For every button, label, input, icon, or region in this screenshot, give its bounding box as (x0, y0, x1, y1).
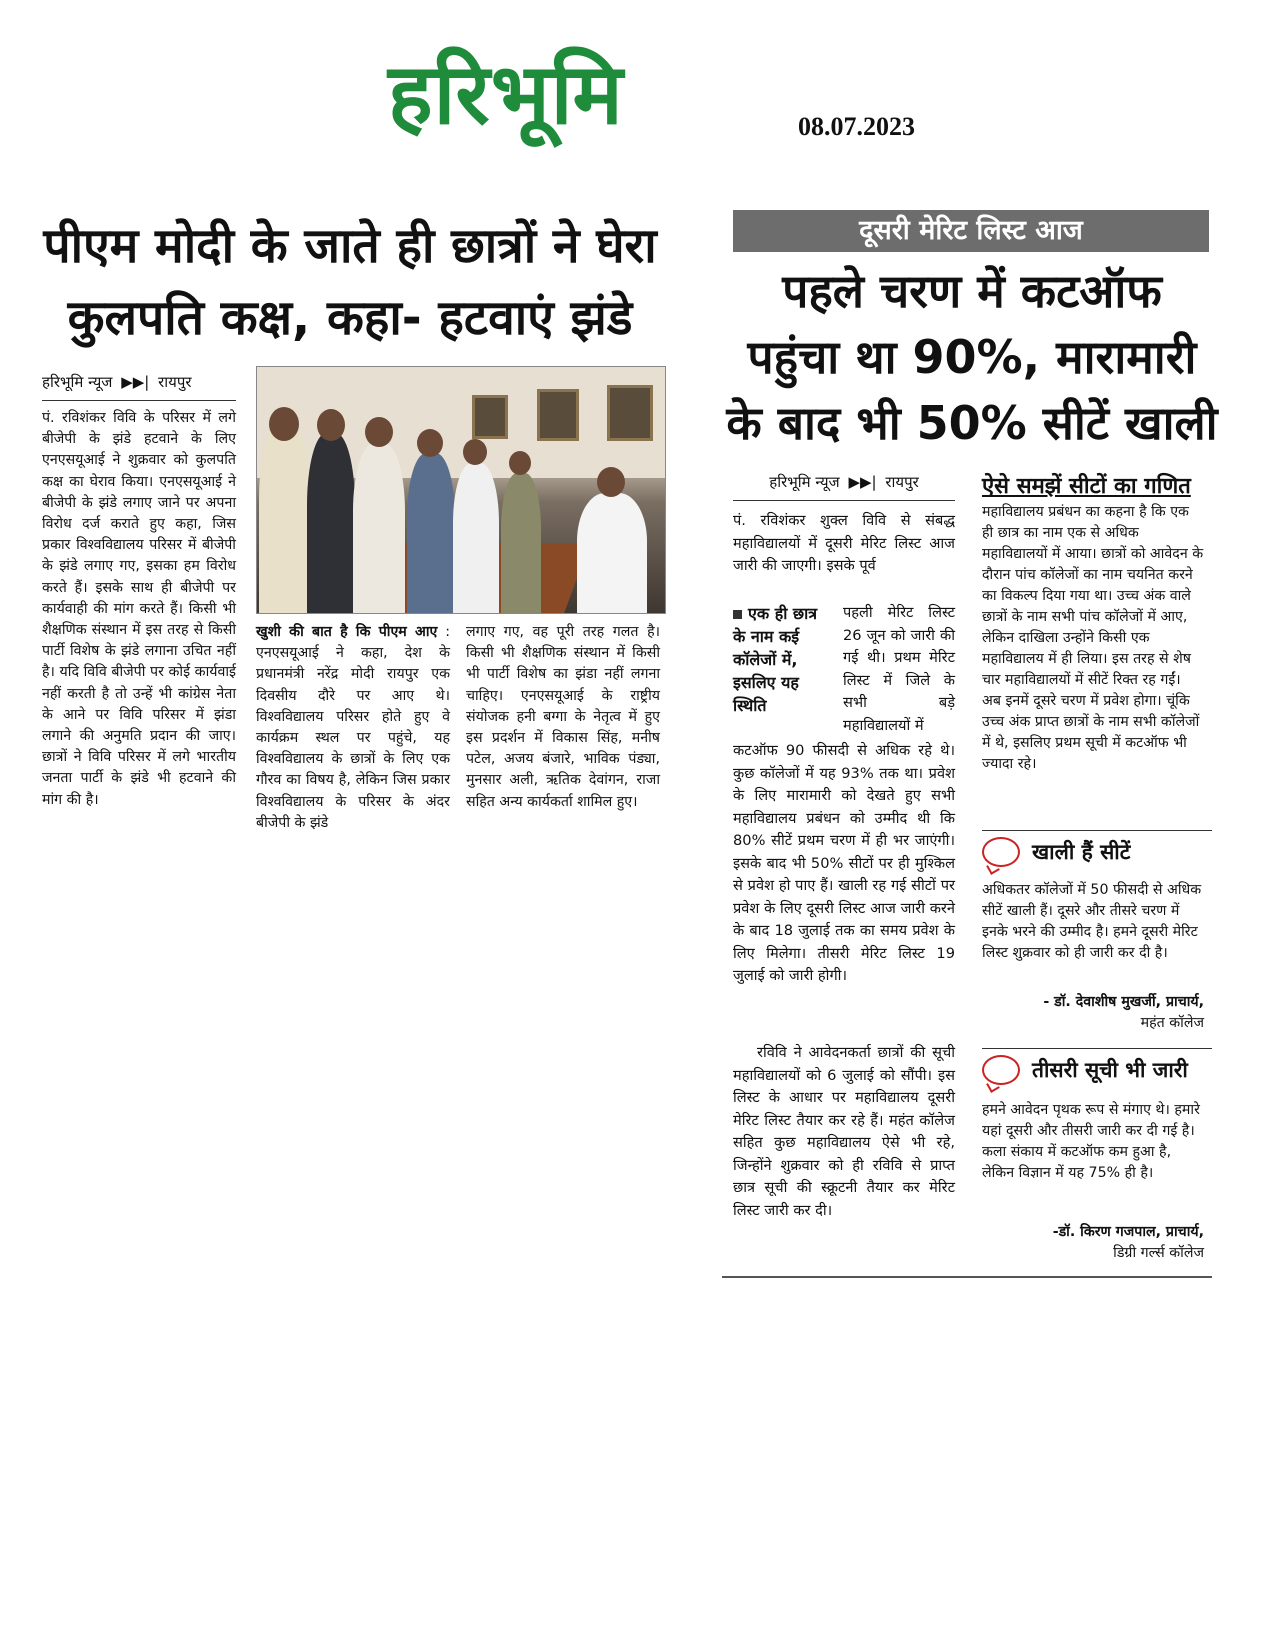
quote1-text: अधिकतर कॉलेजों में 50 फीसदी से अधिक सीटें खाली हैं। दूसरे और तीसरे चरण में इनके भरने की उम्मीद है। हमने दूसरी मेरिट लिस्ट शुक्रवार को ही जारी कर दी है। (982, 882, 1202, 961)
left-headline (40, 210, 660, 354)
col2-text: : एनएसयूआई ने कहा, देश के प्रधानमंत्री नरेंद्र मोदी रायपुर एक दिवसीय दौरे पर आए थे। विश्वविद्यालय परिसर होते हुए वे कार्यक्रम स्थल पर पहुंचे, यह विश्वविद्यालय के छात्रों के लिए एक गौरव का विषय है, लेकिन जिस प्रकार विश्वविद्यालय के परिसर के अंदर बीजेपी के झंडे (256, 624, 450, 831)
byline-source: हरिभूमि न्यूज (769, 473, 840, 491)
sidebar-title: ऐसे समझें सीटों का गणित (982, 474, 1191, 499)
newspaper-logo: हरिभूमि (388, 45, 624, 143)
quote1-title: खाली हैं सीटें (1032, 840, 1131, 864)
left-col3: लगाए गए, वह पूरी तरह गलत है। किसी भी शैक्षणिक संस्थान में किसी भी पार्टी विशेष का झंडा नहीं लगना चाहिए। एनएसयूआई के राष्ट्रीय संयोजक हनी बग्गा के नेतृत्व में हुए इस प्रदर्शन में विकास सिंह, मनीष पटेल, अजय बंजारे, भाविक पंड्या, मुनसार अली, ऋतिक देवांगन, राजा सहित अन्य कार्यकर्ता शामिल हुए। (466, 624, 660, 810)
left-byline (42, 372, 236, 401)
right-wrap-text: पहली मेरिट लिस्ट 26 जून को जारी की गई थी। प्रथम मेरिट लिस्ट में जिले के सभी बड़े महाविद्यालयों में (843, 604, 955, 734)
quote2-header (982, 1048, 1212, 1085)
right-headline-line2: पहुंचा था 90%, मारामारी (747, 330, 1197, 384)
quote2-text: हमने आवेदन पृथक रूप से मंगाए थे। हमारे यहां दूसरी और तीसरी जारी कर दी गई है। कला संकाय में कटऑफ कम हुआ है, लेकिन विज्ञान में यह 75% ही है। (982, 1102, 1200, 1181)
quote1-header (982, 830, 1212, 867)
left-headline-line2: कुलपति कक्ष, कहा- हटवाएं झंडे (67, 290, 633, 346)
quote2-attr-line1: -डॉ. किरण गजपाल, प्राचार्य, (1052, 1224, 1204, 1240)
quote2-attribution (982, 1222, 1204, 1264)
left-headline-line1: पीएम मोदी के जाते ही छात्रों ने घेरा (43, 218, 657, 274)
publication-date: 08.07.2023 (798, 112, 915, 141)
byline-arrow-icon: ▶▶| (848, 473, 877, 491)
quote1-attr-line2: महंत कॉलेज (1140, 1015, 1204, 1031)
right-body1: कटऑफ 90 फीसदी से अधिक रहे थे। कुछ कॉलेजों में यह 93% तक था। प्रवेश के लिए मारामारी को देखते हुए सभी महाविद्यालय प्रबंधन को उम्मीद थी कि 80% सीटें प्रथम चरण में ही भर जाएंगी। इसके बाद भी 50% सीटों पर ही मुश्किल से प्रवेश हो पाए हैं। खाली रह गई सीटों पर प्रवेश के लिए दूसरी लिस्ट आज जारी करने के बाद 18 जुलाई तक का समय प्रवेश के लिए मिलेगा। तीसरी मेरिट लिस्ट 19 जुलाई को जारी होगी। (733, 742, 955, 984)
right-kicker: दूसरी मेरिट लिस्ट आज (733, 210, 1209, 252)
bullet-square-icon (733, 610, 742, 619)
pullquote-text: एक ही छात्र के नाम कई कॉलेजों में, इसलिए यह स्थिति (733, 604, 818, 715)
speech-bubble-icon (982, 837, 1020, 867)
quote2-title: तीसरी सूची भी जारी (1032, 1058, 1188, 1082)
byline-place: रायपुर (885, 473, 919, 491)
left-col2 (256, 622, 450, 834)
byline-place: रायपुर (158, 373, 192, 391)
news-photo (256, 366, 666, 614)
sidebar-text: महाविद्यालय प्रबंधन का कहना है कि एक ही छात्र का नाम एक से अधिक महाविद्यालयों में आया। छात्रों को आवेदन के दौरान पांच कॉलेजों का नाम चयनित करने का विकल्प दिया गया था। उच्च अंक वाले छात्रों के नाम सभी पांच कॉलेजों में आए, लेकिन दाखिला उन्होंने किसी एक महाविद्यालय में ही लिया। इस तरह से शेष चार महाविद्यालयों में सीटें रिक्त रह गईं। अब इनमें दूसरे चरण में प्रवेश होगा। चूंकि उच्च अंक प्राप्त छात्रों के नाम सभी कॉलेजों में थे, इसलिए प्रथम सूची में कटऑफ भी ज्यादा रहे। (982, 504, 1204, 772)
quote1-attr-line1: - डॉ. देवाशीष मुखर्जी, प्राचार्य, (1043, 994, 1204, 1010)
right-headline-line1: पहले चरण में कटऑफ (782, 264, 1162, 318)
col2-lead: खुशी की बात है कि पीएम आए (256, 624, 438, 640)
quote2-attr-line2: डिग्री गर्ल्स कॉलेज (1113, 1245, 1204, 1261)
right-intro: पं. रविशंकर शुक्ल विवि से संबद्ध महाविद्यालयों में दूसरी मेरिट लिस्ट आज जारी की जाएगी। इसके पूर्व (733, 512, 955, 574)
right-headline-line3: के बाद भी 50% सीटें खाली (726, 396, 1218, 450)
left-col1: पं. रविशंकर विवि के परिसर में लगे बीजेपी के झंडे हटवाने के लिए एनएसयूआई ने शुक्रवार को कुलपति कक्ष का घेराव किया। एनएसयूआई ने बीजेपी के झंडे लगाए जाने पर अपना विरोध दर्ज कराते हुए कहा, जिस प्रकार विश्वविद्यालय परिसर में बीजेपी के झंडे लगाए गए, इसका हम विरोध करते हैं। इसके साथ ही बीजेपी पर कार्यवाही की मांग करते हैं। किसी भी शैक्षणिक संस्थान में इस तरह से किसी पार्टी विशेष के झंडे लगाना उचित नहीं है। यदि विवि बीजेपी पर कोई कार्यवाई नहीं करती है तो उन्हें भी कांग्रेस नेता के आने पर विवि परिसर में झंडा लगाने की अनुमति प्रदान की जाए। छात्रों ने विवि परिसर में लगे भारतीय जनता पार्टी के झंडे भी हटवाने की मांग की है। (42, 410, 236, 808)
pullquote (733, 602, 833, 717)
article-bottom-rule (722, 1276, 1212, 1278)
byline-source: हरिभूमि न्यूज (42, 373, 113, 391)
speech-bubble-icon (982, 1055, 1020, 1085)
right-body2: रविवि ने आवेदनकर्ता छात्रों की सूची महाविद्यालयों को 6 जुलाई को सौंपी। इस लिस्ट के आधार पर महाविद्यालय दूसरी मेरिट लिस्ट तैयार कर रहे हैं। महंत कॉलेज सहित कुछ महाविद्यालय ऐसे भी रहे, जिन्होंने शुक्रवार को ही रविवि से प्राप्त छात्र सूची की स्क्रूटनी तैयार कर मेरिट लिस्ट जारी कर दी। (733, 1044, 955, 1219)
right-byline (733, 472, 955, 501)
right-headline (722, 258, 1222, 456)
quote1-attribution (982, 992, 1204, 1034)
byline-arrow-icon: ▶▶| (121, 373, 150, 391)
